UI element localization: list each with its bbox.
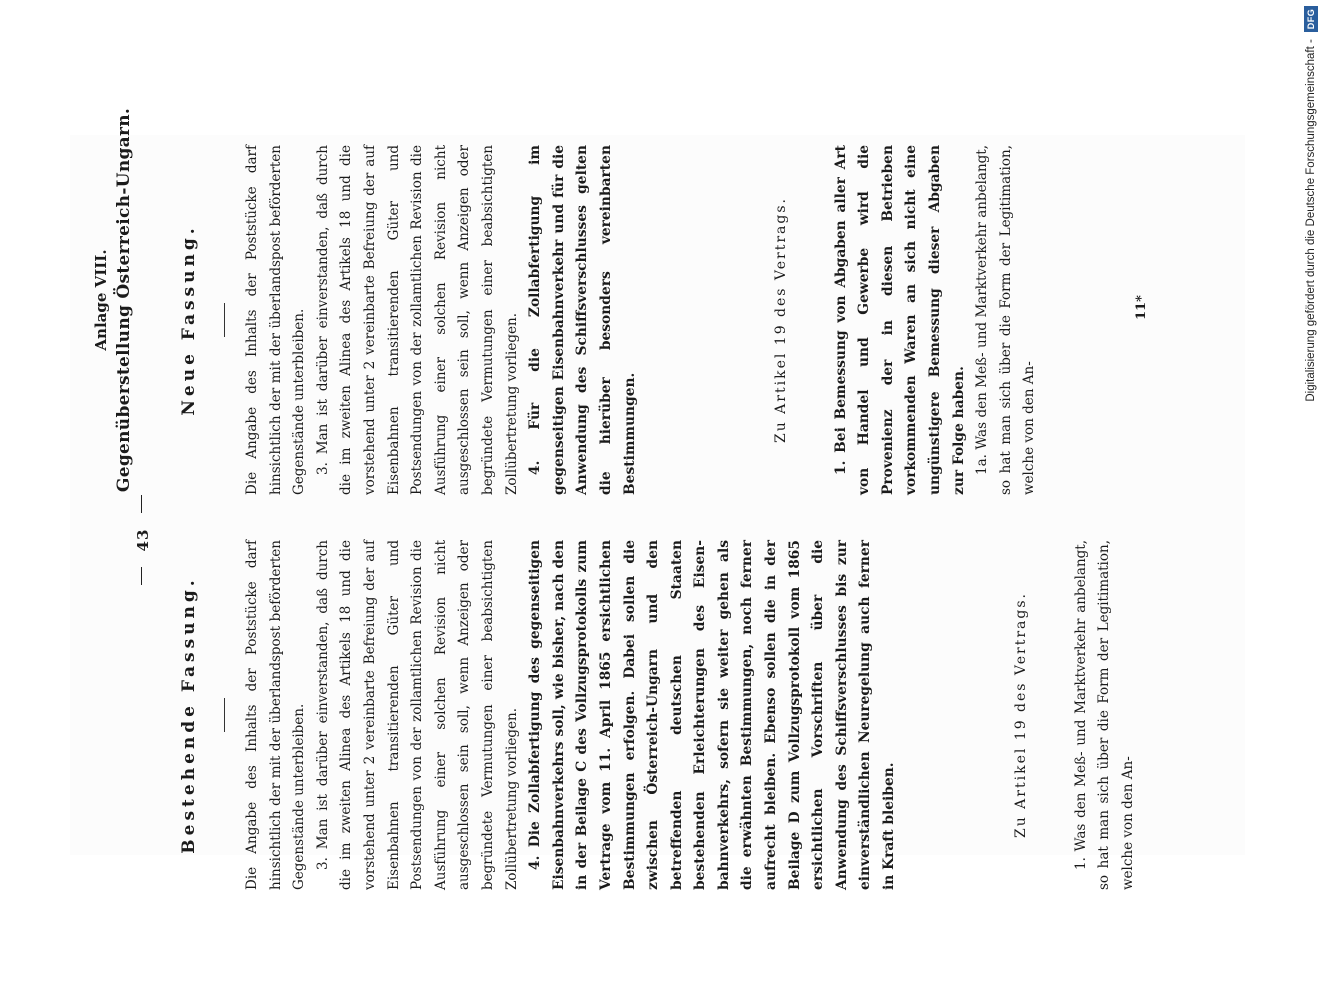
digitization-credit: [1302, 6, 1320, 996]
column-title-new: Neue Fassung.: [179, 224, 199, 416]
article-19-block-existing: [1010, 540, 1140, 890]
credit-text: Digitalisierung gefördert durch die Deutsche Forschungsgemeinschaft -: [1305, 39, 1317, 402]
signature-mark: 11*: [1134, 295, 1149, 320]
paragraph-fair-trade: 1. Was den Meß- und Marktverkehr anbelangt, so hat man sich über die Form der Legitimation, welche von den An-: [1072, 540, 1136, 890]
rotated-document-page: [90, 107, 1190, 890]
column-title-existing: Bestehende Fassung.: [179, 576, 199, 854]
paragraph-clause-3: 3. Man ist darüber einverstanden, daß durch die im zweiten Alinea des Artikels 18 und die vorstehend unter 2 vereinbarte Befreiung der auf Eisenbahnen transitierenden Güter und Postsendungen von der zollamtlichen Revision die Ausführung einer solchen Revision nicht ausgeschlossen sein soll, wenn Anzeigen oder begründete Vermutungen einer beabsichtigten Zollübertretung vorliegen.: [314, 145, 520, 495]
page-number-dash-left: [141, 567, 142, 585]
paragraph-clause-4: 4. Die Zollabfertigung des gegenseitigen Eisenbahnverkehrs soll, wie bisher, nach den in der Beilage C des Vollzugsprotokolls zum Vertrage vom 11. April 1865 ersichtlichen Bestimmungen erfolgen. Dabei sollen die zwischen Österreich-Ungarn und den betreffenden deutschen Staaten bestehenden Erleichterungen des Eisenbahnverkehrs, sofern sie weiter gehen als die erwähnten Bestimmungen, noch ferner aufrecht bleiben. Ebenso sollen die in der Beilage D zum Vollzugsprotokoll vom 1865 ersichtlichen Vorschriften über die Anwendung des Schiffsverschlusses bis zur einverständlichen Neuregelung auch ferner in Kraft bleiben.: [527, 540, 898, 890]
page-header: [90, 107, 160, 890]
paragraph-postal-contents: Die Angabe des Inhalts der Poststücke darf hinsichtlich der mit der überlandspost beförderten Gegenstände unterbleiben.: [244, 540, 308, 890]
paragraph-clause-3: 3. Man ist darüber einverstanden, daß durch die im zweiten Alinea des Artikels 18 und die vorstehend unter 2 vereinbarte Befreiung der auf Eisenbahnen transitierenden Güter und Postsendungen von der zollamtlichen Revision die Ausführung einer solchen Revision nicht ausgeschlossen sein soll, wenn Anzeigen oder begründete Vermutungen einer beabsichtigten Zollübertretung vorliegen.: [314, 540, 520, 890]
page-number-dash-right: [141, 495, 142, 513]
column-new-version: [170, 145, 1038, 495]
page-number: 43: [134, 528, 152, 552]
paragraph-tax-assessment: 1. Bei Bemessung von Abgaben aller Art von Handel und Gewerbe wird die Provenienz der in diesen Betrieben vorkommenden Waren an sich nicht eine ungünstigere Bemessung dieser Abgaben zur Folge haben.: [832, 145, 967, 495]
article-19-heading-new: Zu Artikel 19 des Vertrags.: [773, 197, 789, 444]
column-title-rule: [224, 303, 225, 337]
paragraph-clause-4: 4. Für die Zollabfertigung im gegenseitigen Eisenbahnverkehr und für die Anwendung des Schiffsverschlusses gelten die hierüber besonders vereinbarten Bestimmungen.: [527, 145, 638, 495]
article-19-block-new: [770, 145, 1042, 495]
dfg-logo-icon: DFG: [1304, 6, 1318, 32]
article-19-heading-existing: Zu Artikel 19 des Vertrags.: [1013, 592, 1029, 839]
paragraph-fair-trade: 1a. Was den Meß- und Marktverkehr anbelangt, so hat man sich über die Form der Legitimation, welche von den An-: [974, 145, 1038, 495]
column-title-rule: [224, 698, 225, 732]
column-existing-version: [170, 540, 1136, 890]
annex-heading: [90, 80, 136, 520]
annex-subtitle: Gegenüberstellung Österreich-Ungarn.: [114, 107, 134, 493]
paragraph-postal-contents: Die Angabe des Inhalts der Poststücke darf hinsichtlich der mit der überlandspost beförderten Gegenstände unterbleiben.: [244, 145, 308, 495]
annex-title: Anlage VIII.: [92, 249, 110, 351]
